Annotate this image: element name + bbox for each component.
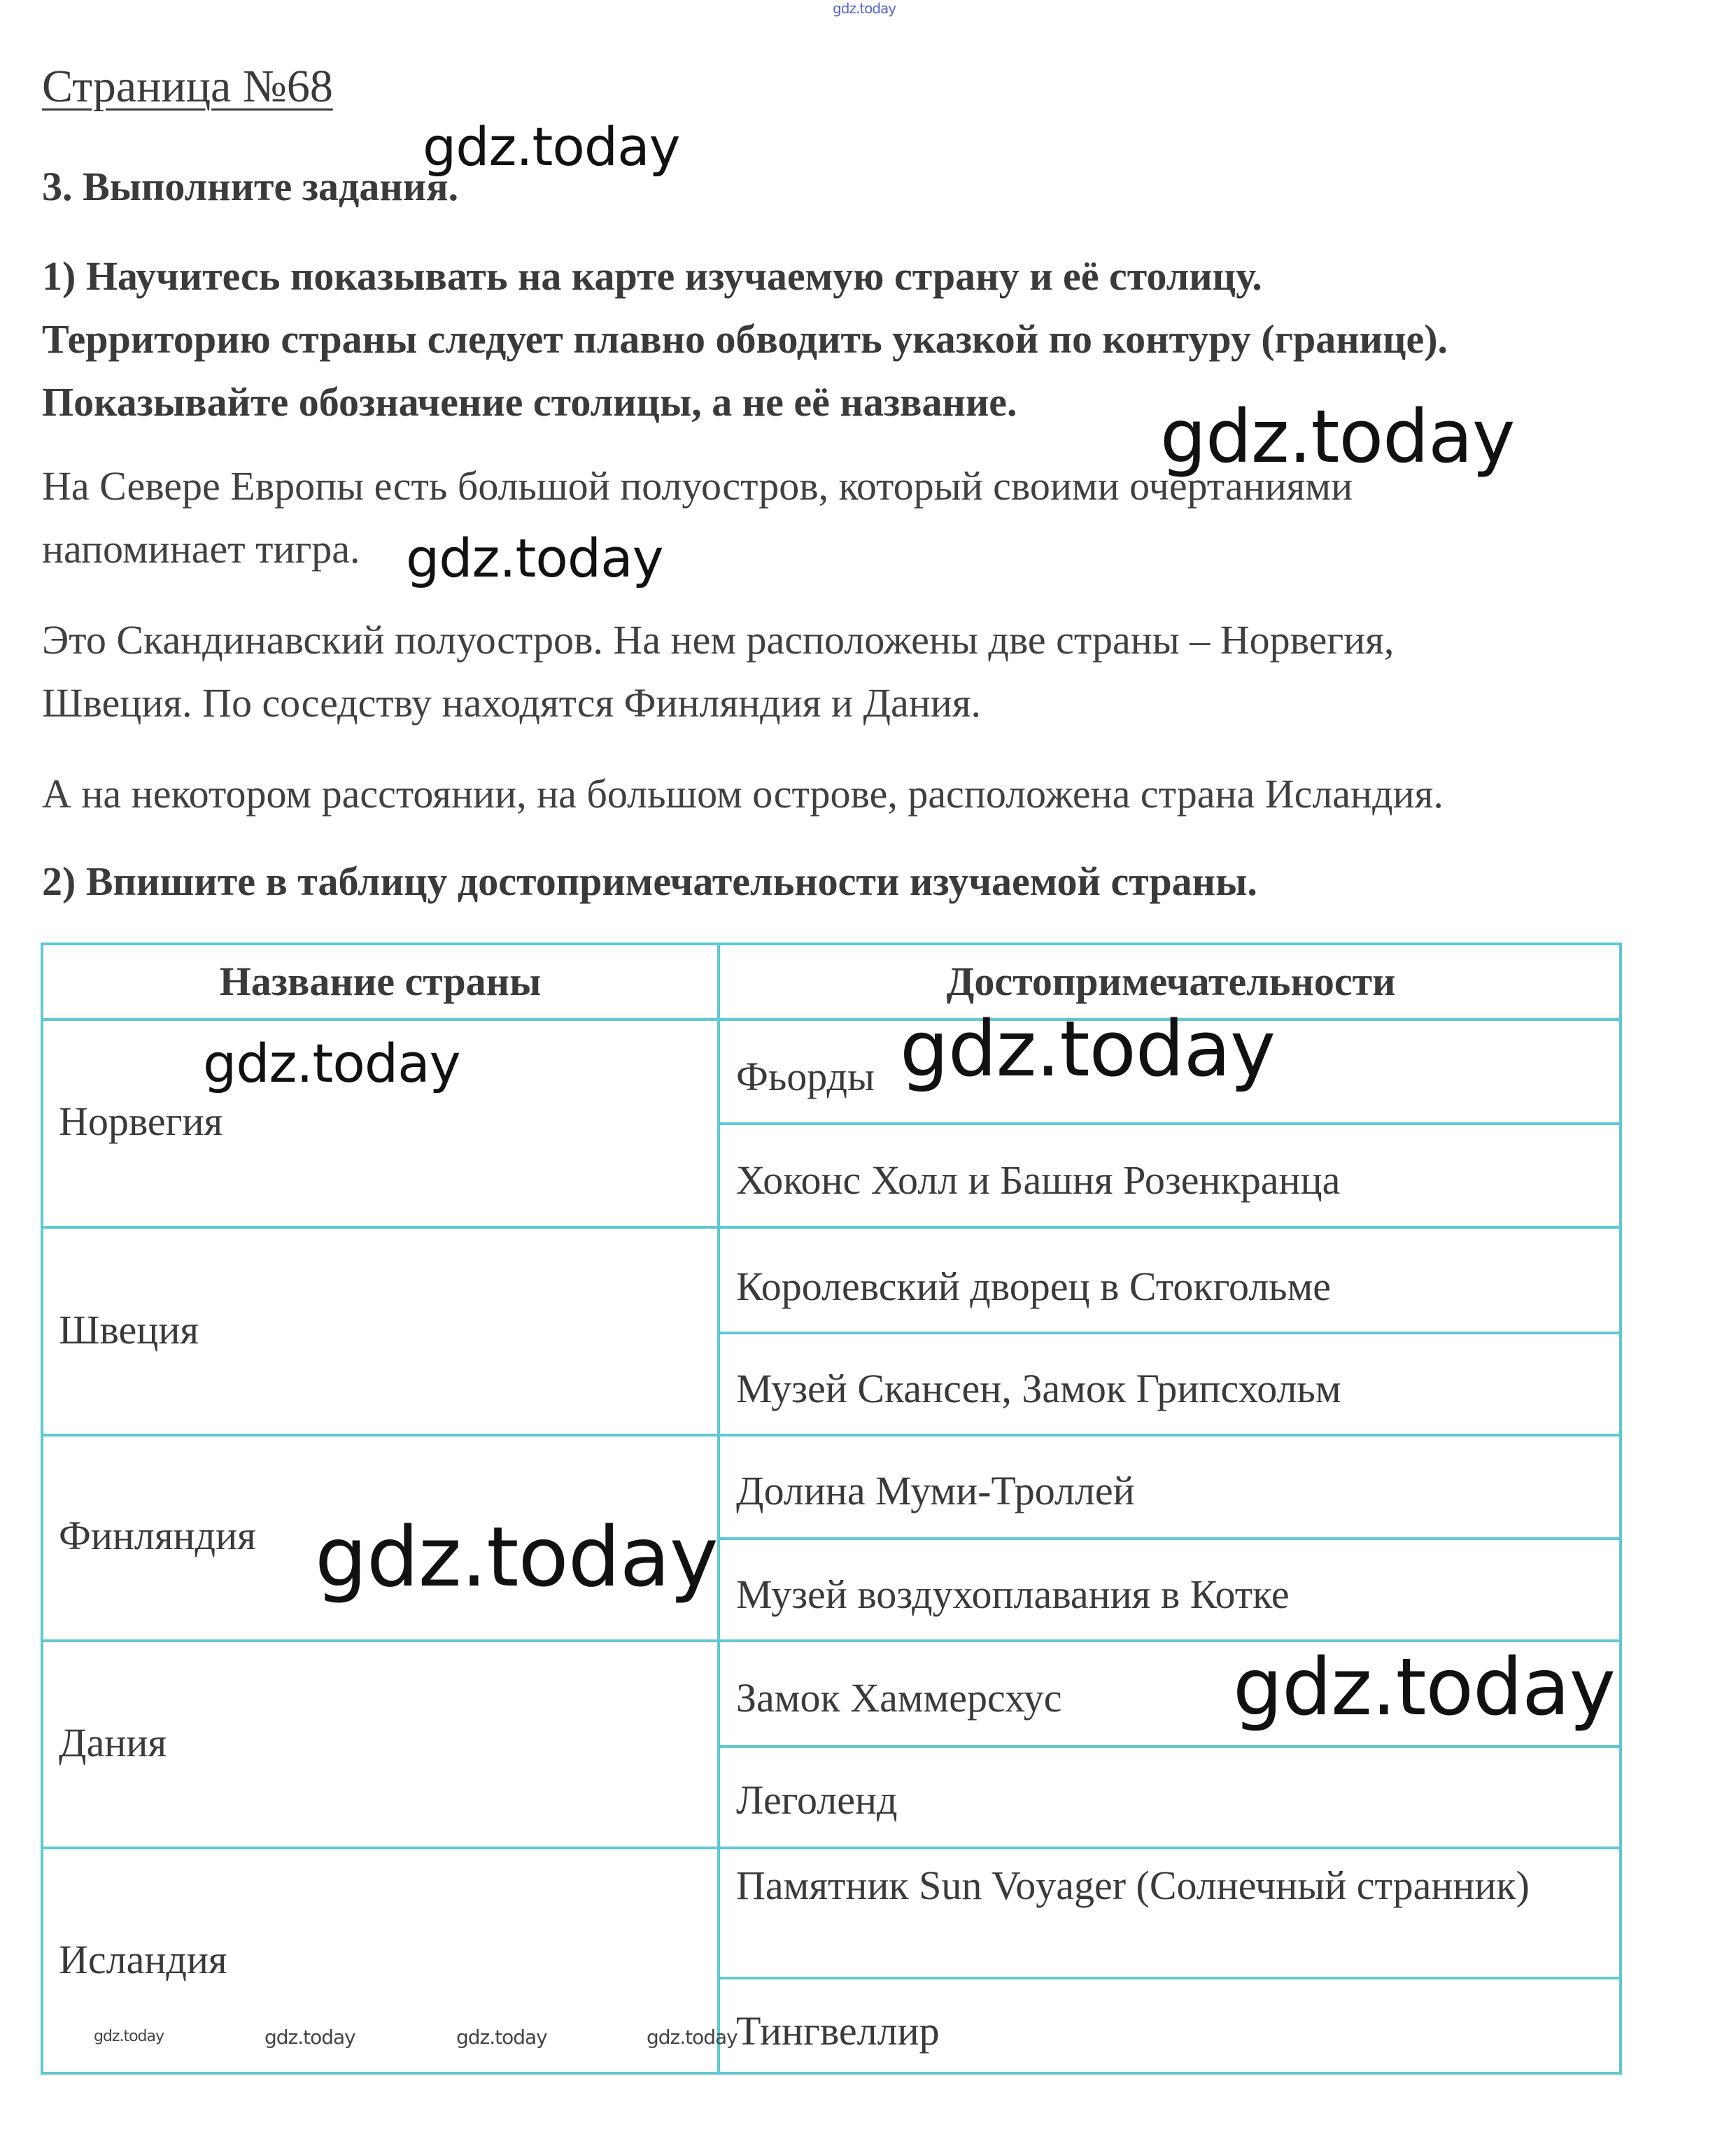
page-title: Страница №68 [42,61,333,112]
instruction-1-line-1: 1) Научитесь показывать на карте изучаемую страну и её столицу. [42,253,1262,299]
sight-cell: Королевский дворец в Стокгольме [736,1264,1332,1309]
watermark: gdz.today [1160,394,1515,479]
country-cell: Норвегия [59,1099,223,1144]
sight-cell: Музей Скансен, Замок Грипсхольм [736,1366,1341,1411]
sight-cell: Фьорды [736,1054,875,1099]
country-cell: Швеция [59,1307,199,1353]
instruction-1-line-2: Территорию страны следует плавно обводить указкой по контуру (границе). [42,316,1448,362]
watermark: gdz.today [423,115,680,178]
table-subrow-divider [719,1122,1622,1125]
sight-cell: Хоконс Холл и Башня Розенкранца [736,1157,1341,1203]
watermark: gdz.today [647,2026,738,2049]
paragraph-1-line-1: На Севере Европы есть большой полуостров, который своими очертаниями [42,463,1353,509]
instruction-1-line-3: Показывайте обозначение столицы, а не её название. [42,379,1017,425]
sight-cell: Памятник Sun Voyager (Солнечный странник) [736,1863,1530,1908]
sight-cell: Долина Муми-Троллей [736,1468,1135,1513]
table-subrow-divider [719,1537,1622,1540]
table-row-divider [43,1434,1619,1436]
watermark: gdz.today [406,527,663,589]
sight-cell: Замок Хаммерсхус [736,1675,1062,1721]
country-cell: Дания [59,1720,167,1765]
table-subrow-divider [719,1977,1622,1979]
paragraph-3: А на некотором расстоянии, на большом острове, расположена страна Исландия. [42,771,1444,817]
sights-table [41,943,1622,2075]
watermark: gdz.today [1233,1642,1616,1733]
task-heading: 3. Выполните задания. [42,164,459,209]
watermark: gdz.today [94,2028,164,2045]
paragraph-2-line-1: Это Скандинавский полуостров. На нем расположены две страны – Норвегия, [42,617,1395,663]
table-row-divider [43,1226,1619,1229]
country-cell: Исландия [59,1937,227,1982]
table-subrow-divider [719,1745,1622,1748]
watermark: gdz.today [900,1004,1276,1094]
watermark: gdz.today [264,2026,355,2049]
sight-cell: Леголенд [736,1777,898,1823]
instruction-2: 2) Впишите в таблицу достопримечательности изучаемой страны. [42,859,1257,904]
watermark-top: gdz.today [833,0,896,17]
watermark: gdz.today [315,1509,718,1605]
watermark: gdz.today [456,2026,547,2049]
table-header-country: Название страны [219,959,542,1004]
country-cell: Финляндия [59,1513,256,1558]
table-subrow-divider [719,1332,1622,1334]
paragraph-2-line-2: Швеция. По соседству находятся Финляндия и Дания. [42,680,982,726]
table-row-divider [43,1847,1619,1849]
sight-cell: Музей воздухоплавания в Котке [736,1572,1290,1617]
paragraph-2 [42,609,1394,735]
table-header-sights: Достопримечательности [946,959,1396,1004]
watermark: gdz.today [203,1032,460,1094]
paragraph-1-line-2: напоминает тигра. [42,526,360,572]
table-header-divider [43,1018,1619,1021]
sight-cell: Тингвеллир [736,2008,940,2054]
paragraph-1 [42,455,1353,581]
